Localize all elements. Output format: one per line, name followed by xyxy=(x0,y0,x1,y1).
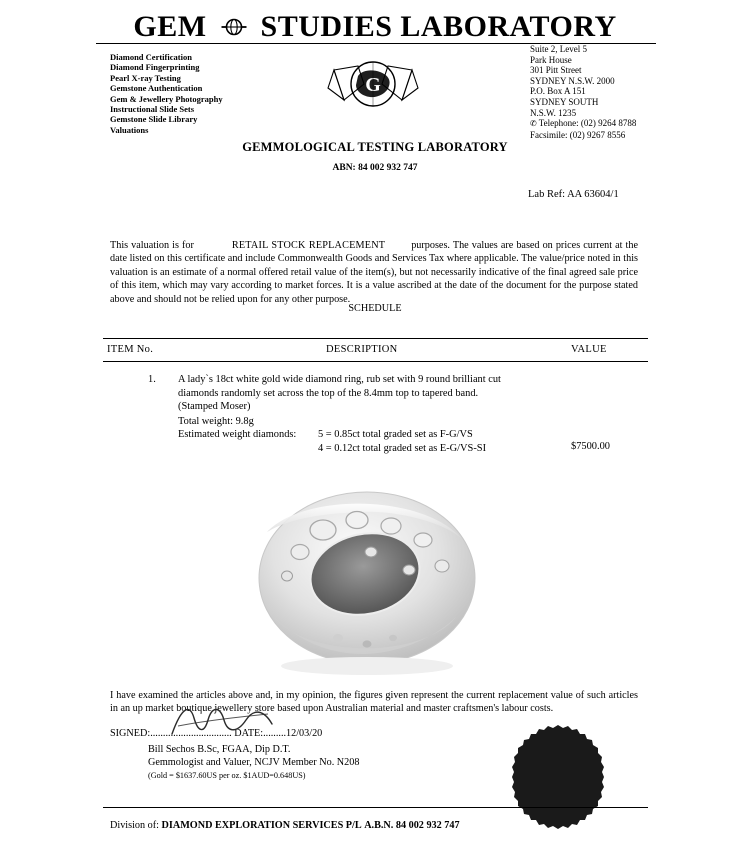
estimated-weight-row-1 xyxy=(178,428,568,442)
estimated-weight-line: 5 = 0.85ct total graded set as F-G/VS xyxy=(318,429,473,441)
facsimile-text: Facsimile: (02) 9267 8556 xyxy=(530,129,626,140)
masthead xyxy=(0,8,750,44)
facsimile-line xyxy=(530,130,636,141)
signed-label: SIGNED: xyxy=(110,728,151,739)
address-line: Suite 2, Level 5 xyxy=(530,44,587,54)
abn-heading: ABN: 84 002 932 747 xyxy=(332,163,418,173)
description-line: A lady`s 18ct white gold wide diamond ring, rub set with 9 round brilliant cut xyxy=(178,374,501,385)
service-item: Gemstone Slide Library xyxy=(110,114,198,125)
gold-rate-note: (Gold = $1637.60US per oz. $1AUD=0.648US) xyxy=(148,771,306,780)
footer-rule xyxy=(103,807,648,808)
table-row-description xyxy=(178,373,568,456)
footer xyxy=(110,820,460,831)
svg-text:G: G xyxy=(365,74,381,96)
table-row-item-no: 1. xyxy=(148,374,156,385)
telephone-text: Telephone: (02) 9264 8788 xyxy=(538,118,637,129)
lab-ref xyxy=(528,189,619,200)
table-top-rule xyxy=(103,338,648,339)
company-logo xyxy=(318,48,428,120)
footer-abn: A.B.N. 84 002 932 747 xyxy=(364,820,460,831)
date-label: DATE: xyxy=(234,728,264,739)
lab-ref-value: AA 63604/1 xyxy=(567,189,619,200)
address-line: N.S.W. 1235 xyxy=(530,107,577,118)
address-line: SYDNEY N.S.W. 2000 xyxy=(530,75,615,86)
official-seal-stamp xyxy=(495,723,621,831)
total-weight-label: Total weight: xyxy=(178,415,233,427)
estimated-weight-row-2 xyxy=(178,442,568,456)
masthead-word-gem: GEM xyxy=(133,10,207,44)
footer-company: DIAMOND EXPLORATION SERVICES P/L xyxy=(161,820,362,831)
lab-heading: GEMMOLOGICAL TESTING LABORATORY xyxy=(242,140,508,154)
date-value: 12/03/20 xyxy=(286,728,323,739)
valuation-paragraph xyxy=(110,239,638,306)
service-item: Diamond Fingerprinting xyxy=(110,62,200,73)
masthead-title xyxy=(133,8,616,44)
date-dots: ......... xyxy=(263,728,287,739)
column-header-value: VALUE xyxy=(571,344,607,355)
signed-dots: ................................ xyxy=(150,728,232,739)
globe-icon xyxy=(221,14,247,40)
telephone-line xyxy=(530,118,636,130)
signer-title: Gemmologist and Valuer, NCJV Member No. N208 xyxy=(148,757,360,768)
ring-photograph xyxy=(195,466,545,681)
address-line: P.O. Box A 151 xyxy=(530,86,586,97)
column-header-item: ITEM No. xyxy=(107,344,154,355)
estimated-weight-label: Estimated weight diamonds: xyxy=(178,429,297,441)
declaration-text: I have examined the articles above and, in my opinion, the figures given represent the current replacement value of such articles in an up market boutique jewellery store based upon Australian material and master craftsmen's labour costs. xyxy=(110,690,638,715)
total-weight-value: 9.8g xyxy=(235,415,254,427)
lab-ref-label: Lab Ref: xyxy=(528,189,566,200)
service-item: Pearl X-ray Testing xyxy=(110,72,181,83)
valuation-purpose: RETAIL STOCK REPLACEMENT xyxy=(231,240,386,251)
total-weight-row xyxy=(178,415,568,429)
description-line: (Stamped Moser) xyxy=(178,401,251,413)
masthead-word-studies-laboratory: STUDIES LABORATORY xyxy=(260,10,617,44)
address-block xyxy=(530,44,636,140)
service-item: Valuations xyxy=(110,124,149,135)
signed-line xyxy=(110,728,322,739)
description-line: diamonds randomly set across the top of the 8.4mm top to tapered band. xyxy=(178,387,479,399)
column-header-description: DESCRIPTION xyxy=(326,344,398,355)
address-line: 301 Pitt Street xyxy=(530,65,582,76)
footer-lead: Division of: xyxy=(110,820,159,831)
valuation-intro: This valuation is for xyxy=(110,240,194,251)
address-line: Park House xyxy=(530,54,572,65)
valuation-body: purposes. The values are based on prices current at the date listed on this certificate and include Commonwealth Goods and Services Tax where applicable. The value/price noted in this valuation is an estimate of a normal offered retail value of the item(s), but not necessarily indicative of the final agreed sale price of this item, which may vary according to market forces. It is a value ascribed at the date of the document for the purpose stated above and should not be relied upon for any other purpose. xyxy=(110,240,638,305)
estimated-weight-line: 4 = 0.12ct total graded set as E-G/VS-SI xyxy=(318,442,487,454)
address-line: SYDNEY SOUTH xyxy=(530,96,599,107)
service-item: Gem & Jewellery Photography xyxy=(110,93,223,104)
service-item: Gemstone Authentication xyxy=(110,83,203,94)
table-header-rule xyxy=(103,361,648,362)
service-item: Instructional Slide Sets xyxy=(110,104,195,115)
schedule-label: SCHEDULE xyxy=(348,303,402,314)
signer-name: Bill Sechos B.Sc, FGAA, Dip D.T. xyxy=(148,744,291,755)
service-item: Diamond Certification xyxy=(110,52,192,62)
telephone-icon: ✆ xyxy=(530,119,537,129)
services-list xyxy=(110,52,223,135)
table-row-value: $7500.00 xyxy=(571,441,610,452)
